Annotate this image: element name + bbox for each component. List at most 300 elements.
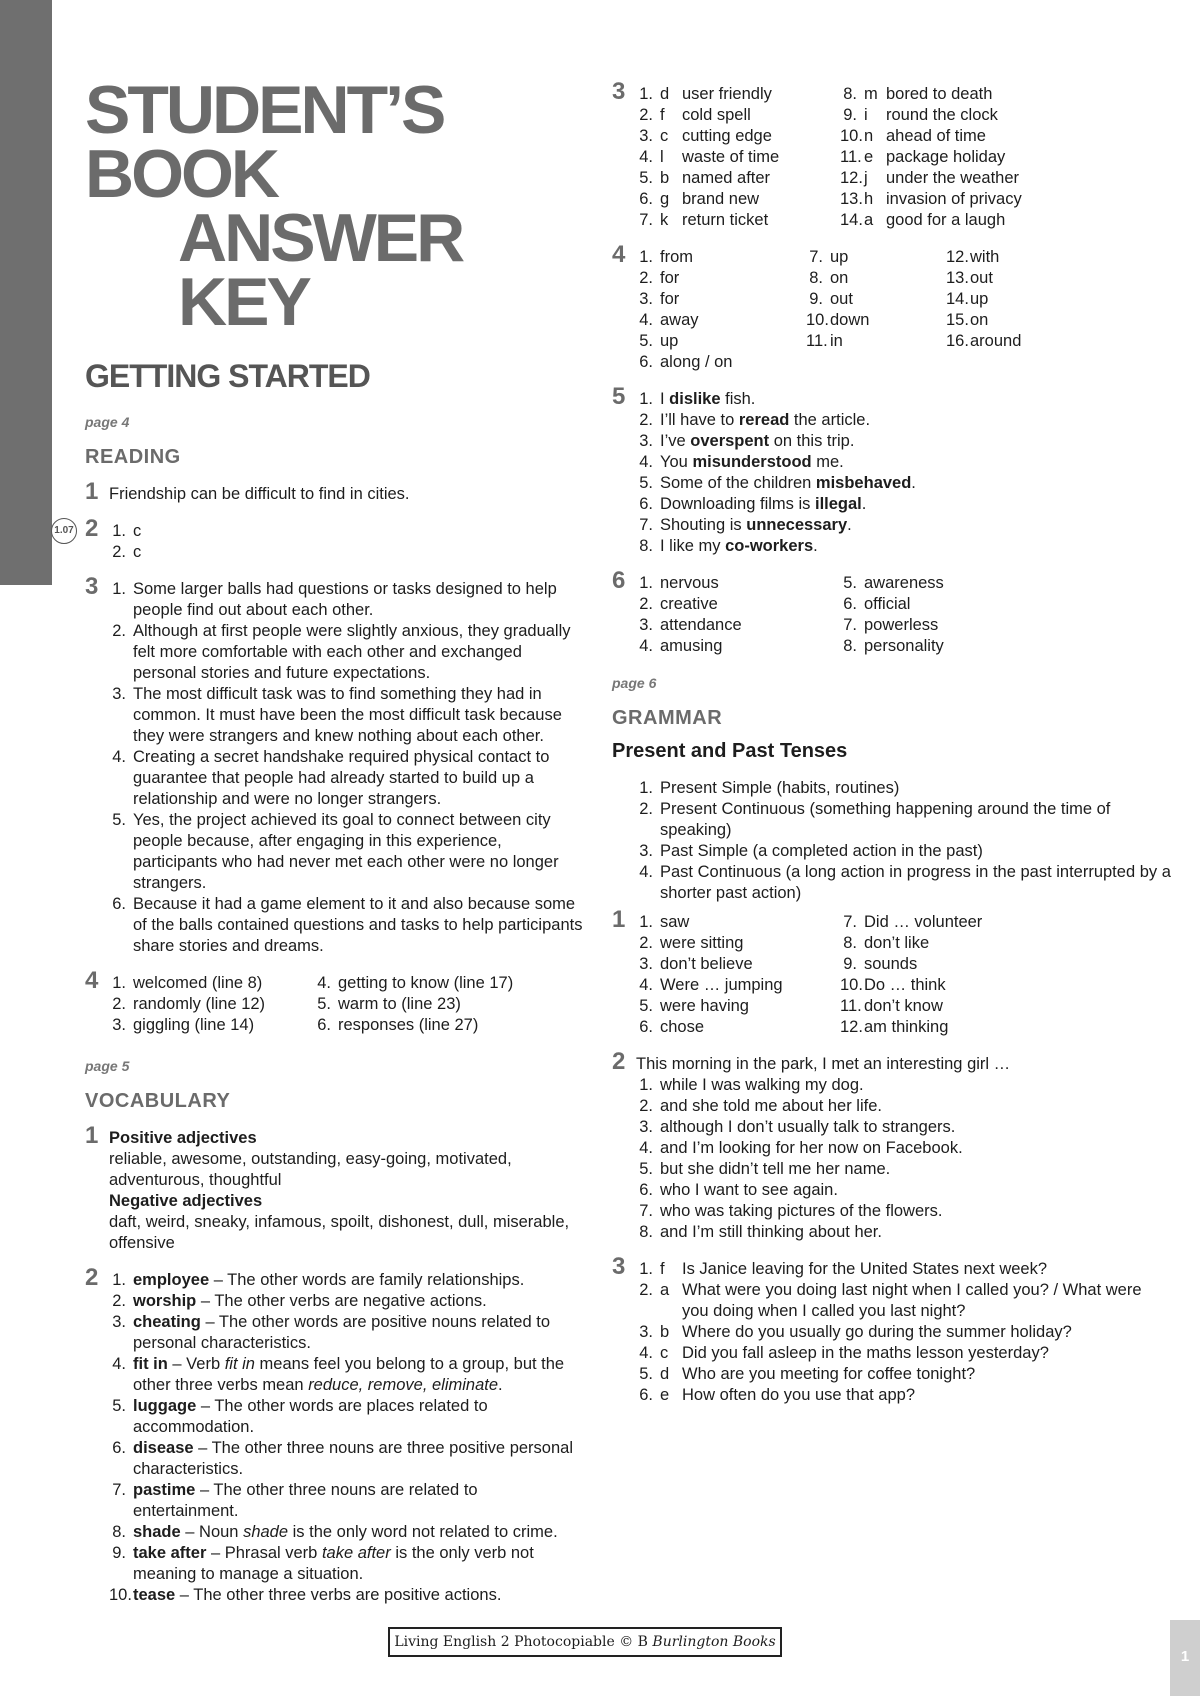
answer-row (109, 1291, 585, 1312)
item-text: Do … think (864, 976, 946, 994)
answer-row (636, 310, 806, 331)
page-ref-4: page 4 (85, 414, 130, 430)
item-letter: m (864, 85, 878, 103)
item-number: 2. (112, 543, 126, 561)
item-number: 1. (639, 1260, 653, 1278)
item-number: 4. (639, 976, 653, 994)
answer-row (840, 147, 1172, 168)
answer-list (109, 1270, 585, 1606)
explanation: – The other three verbs are positive actions. (175, 1586, 502, 1604)
answer-list (109, 579, 585, 957)
item-number: 4. (639, 863, 653, 881)
page-ref-5: page 5 (85, 1058, 130, 1074)
answer-row (636, 210, 840, 231)
item-number: 11. (806, 332, 828, 350)
exercise-number: 5 (612, 383, 626, 410)
item-text (133, 1396, 585, 1438)
item-text: don’t believe (660, 955, 753, 973)
sentence-end: fish. (720, 390, 756, 408)
grammar-intro (612, 778, 1172, 904)
vocab-ex5 (612, 383, 1172, 557)
item-letter: f (660, 1260, 665, 1278)
item-text: although I don’t usually talk to strangers. (660, 1118, 956, 1136)
item-text (660, 410, 1172, 431)
sentence-start: I’ll have to (660, 411, 739, 429)
item-number: 8. (639, 1223, 653, 1241)
book-title (85, 72, 585, 340)
item-text: were sitting (660, 934, 744, 952)
item-text: welcomed (line 8) (133, 974, 263, 992)
answer-row (636, 933, 840, 954)
item-number: 4. (639, 311, 653, 329)
explanation: – The other words are positive nouns related to personal characteristics. (133, 1313, 555, 1352)
answer-row (636, 1201, 1172, 1222)
answer-word: reread (738, 411, 790, 429)
grammar-ex1 (612, 906, 1172, 1038)
item-number: 9. (112, 1544, 126, 1562)
answer-row (636, 778, 1172, 799)
answer-row (636, 1117, 1172, 1138)
item-text: getting to know (line 17) (338, 974, 514, 992)
answer-row (636, 494, 1172, 515)
answer-row (636, 1180, 1172, 1201)
item-number: 5. (639, 332, 653, 350)
section-vocabulary: VOCABULARY (85, 1090, 231, 1112)
item-number: 6. (112, 1439, 126, 1457)
item-number: 2. (112, 995, 126, 1013)
answer-row (636, 147, 840, 168)
item-text: around (970, 332, 1022, 350)
answer-row (636, 799, 1172, 841)
item-number: 8. (809, 269, 823, 287)
answer-row (109, 542, 585, 563)
item-number: 5. (639, 474, 653, 492)
item-number: 6. (843, 595, 857, 613)
answer-row (109, 621, 585, 684)
answer-row (109, 684, 585, 747)
positive-adjectives-heading: Positive adjectives (109, 1129, 257, 1147)
item-text: bored to death (886, 85, 993, 103)
item-number: 4. (639, 148, 653, 166)
item-text: How often do you use that app? (682, 1386, 915, 1404)
item-number: 4. (639, 1139, 653, 1157)
answer-row (109, 1015, 314, 1036)
positive-adjectives-list: reliable, awesome, outstanding, easy-going, motivated, adventurous, thoughtful (109, 1150, 512, 1189)
item-number: 5. (639, 997, 653, 1015)
answer-row (636, 841, 1172, 862)
answer-word: unnecessary (746, 516, 848, 534)
answer-row (636, 1017, 840, 1038)
item-number: 3. (639, 1118, 653, 1136)
exercise-number: 4 (612, 241, 626, 268)
left-column (54, 72, 585, 1606)
answer-grid (636, 84, 1172, 231)
answer-row (636, 594, 840, 615)
item-text: named after (682, 169, 771, 187)
sentence-start: I like my (660, 537, 726, 555)
answer-row (636, 636, 840, 657)
answer-word: fit in (133, 1355, 168, 1373)
answer-row (636, 1343, 1172, 1364)
item-number: 2. (639, 269, 653, 287)
explanation: – The other verbs are negative actions. (196, 1292, 487, 1310)
item-text (133, 1585, 585, 1606)
item-number: 6. (639, 1181, 653, 1199)
item-text: Although at first people were slightly anxious, they gradually felt more comfortable with each other and exchanged personal stories and future expectations. (133, 622, 571, 682)
item-number: 6. (639, 353, 653, 371)
vocab-ex6 (612, 567, 1172, 657)
item-text: c (133, 543, 142, 561)
item-text: from (660, 248, 693, 266)
item-number: 1. (112, 580, 126, 598)
explanation: is the only verb not meaning to manage a situation. (133, 1544, 539, 1583)
item-number: 2. (639, 934, 653, 952)
item-number: 3. (639, 955, 653, 973)
answer-row (840, 975, 1172, 996)
answer-word: take after (133, 1544, 207, 1562)
title-line-1: STUDENT’S BOOK (85, 72, 444, 212)
explanation: – Phrasal verb (206, 1544, 322, 1562)
italic-term: shade (243, 1523, 289, 1541)
sentence-end: . (861, 495, 867, 513)
item-text: cold spell (682, 106, 751, 124)
item-letter: n (864, 127, 874, 145)
item-number: 1. (112, 1271, 126, 1289)
item-text: amusing (660, 637, 723, 655)
item-text: creative (660, 595, 718, 613)
item-number: 3. (112, 1016, 126, 1034)
item-number: 1. (639, 574, 653, 592)
negative-adjectives-list: daft, weird, sneaky, infamous, spoilt, dishonest, dull, miserable, offensive (109, 1213, 570, 1252)
answer-text: Friendship can be difficult to find in cities. (109, 485, 410, 503)
item-number: 2. (639, 1097, 653, 1115)
item-text: on (970, 311, 989, 329)
answer-word: pastime (133, 1481, 196, 1499)
item-text (133, 1543, 585, 1585)
item-number: 2. (639, 106, 653, 124)
copyright-footer (388, 1627, 782, 1657)
item-number: 1. (112, 522, 126, 540)
item-text (660, 431, 1172, 452)
item-text: return ticket (682, 211, 769, 229)
item-text: Is Janice leaving for the United States next week? (682, 1260, 1048, 1278)
item-text: giggling (line 14) (133, 1016, 255, 1034)
item-text (660, 515, 1172, 536)
section-reading: READING (85, 446, 181, 468)
answer-list (636, 778, 1172, 904)
answer-row (840, 105, 1172, 126)
item-text: with (970, 248, 1000, 266)
item-number: 13. (840, 190, 863, 208)
answer-row (636, 1222, 1172, 1243)
answer-row (636, 1364, 1172, 1385)
answer-row (109, 1522, 585, 1543)
answer-row (109, 1480, 585, 1522)
answer-row (806, 247, 946, 268)
answer-row (109, 1396, 585, 1438)
item-text (133, 1354, 585, 1396)
item-number: 7. (639, 516, 653, 534)
item-letter: i (864, 106, 868, 124)
item-number: 5. (639, 169, 653, 187)
item-number: 2. (639, 411, 653, 429)
grammar-ex2 (612, 1048, 1172, 1243)
answer-row (109, 810, 585, 894)
unit-title: GETTING STARTED (85, 358, 370, 394)
item-number: 3. (639, 432, 653, 450)
answer-row (636, 615, 840, 636)
item-text: Past Simple (a completed action in the past) (660, 842, 983, 860)
item-text: warm to (line 23) (338, 995, 461, 1013)
answer-row (636, 862, 1172, 904)
item-text: Present Continuous (something happening around the time of speaking) (660, 800, 1111, 839)
answer-row (840, 954, 1172, 975)
item-letter: k (660, 211, 669, 229)
title-line-2: ANSWER KEY (178, 200, 463, 340)
item-letter: l (660, 148, 664, 166)
exercise-lead: This morning in the park, I met an interesting girl … (636, 1055, 1011, 1073)
answer-row (109, 1543, 585, 1585)
answer-row (109, 747, 585, 810)
sentence-start: Downloading films is (660, 495, 815, 513)
answer-row (636, 126, 840, 147)
item-number: 2. (112, 1292, 126, 1310)
answer-row (109, 894, 585, 957)
item-number: 6. (639, 495, 653, 513)
item-text (133, 1522, 585, 1543)
answer-row (636, 573, 840, 594)
item-letter: c (660, 127, 669, 145)
item-number: 10. (840, 976, 863, 994)
item-text: along / on (660, 353, 733, 371)
item-text: nervous (660, 574, 719, 592)
item-number: 5. (112, 1397, 126, 1415)
item-letter: j (864, 169, 868, 187)
explanation: – The other three nouns are related to entertainment. (133, 1481, 483, 1520)
reading-ex2 (54, 515, 585, 563)
item-text: in (830, 332, 843, 350)
item-text: user friendly (682, 85, 772, 103)
item-number: 3. (112, 1313, 126, 1331)
answer-row (840, 84, 1172, 105)
item-letter: a (864, 211, 874, 229)
answer-row (636, 1259, 1172, 1280)
answer-row (636, 431, 1172, 452)
item-text: up (660, 332, 679, 350)
item-number: 4. (112, 748, 126, 766)
answer-grid (636, 247, 1172, 373)
item-text: powerless (864, 616, 939, 634)
answer-word: tease (133, 1586, 176, 1604)
item-number: 9. (843, 106, 857, 124)
reading-ex3 (85, 573, 585, 957)
answer-list (109, 521, 585, 563)
item-letter: h (864, 190, 874, 208)
item-letter: f (660, 106, 665, 124)
item-number: 15. (946, 311, 969, 329)
answer-list (636, 1075, 1172, 1243)
item-text: Creating a secret handshake required physical contact to guarantee that people had already started to build up a relationship and were no longer strangers. (133, 748, 550, 808)
item-number: 10. (840, 127, 863, 145)
item-text: The most difficult task was to find something they had in common. It must have been the most difficult task because they were strangers and knew nothing about each other. (133, 685, 562, 745)
answer-row (636, 954, 840, 975)
exercise-number: 2 (85, 515, 99, 542)
item-number: 11. (840, 997, 862, 1015)
item-text: official (864, 595, 911, 613)
answer-row (636, 247, 806, 268)
answer-row (109, 579, 585, 621)
item-text: responses (line 27) (338, 1016, 479, 1034)
sentence-end: . (813, 537, 818, 555)
item-number: 1. (112, 974, 126, 992)
answer-word: misbehaved (815, 474, 912, 492)
item-number: 1. (639, 779, 653, 797)
answer-row (109, 973, 314, 994)
negative-adjectives-heading: Negative adjectives (109, 1192, 263, 1210)
answer-row (636, 268, 806, 289)
answer-grid (109, 973, 585, 1036)
item-number: 9. (809, 290, 823, 308)
item-number: 10. (806, 311, 829, 329)
item-number: 9. (843, 955, 857, 973)
item-text: out (970, 269, 993, 287)
item-text: who was taking pictures of the flowers. (660, 1202, 943, 1220)
sentence-start: I’ve (660, 432, 691, 450)
answer-row (636, 536, 1172, 557)
item-letter: a (660, 1281, 670, 1299)
item-text: were having (660, 997, 749, 1015)
item-number: 13. (946, 269, 969, 287)
answer-row (109, 994, 314, 1015)
answer-grid (636, 912, 1172, 1038)
answer-row (314, 1015, 585, 1036)
answer-row (806, 268, 946, 289)
item-text: but she didn’t tell me her name. (660, 1160, 891, 1178)
italic-term: take after (321, 1544, 391, 1562)
item-letter: b (660, 1323, 670, 1341)
answer-row (840, 933, 1172, 954)
explanation: – Verb (167, 1355, 225, 1373)
explanation: . (498, 1376, 503, 1394)
explanation: – Noun (180, 1523, 244, 1541)
vocab-ex3 (612, 78, 1172, 231)
answer-row (840, 189, 1172, 210)
answer-row (636, 1138, 1172, 1159)
grammar-ex3 (612, 1253, 1172, 1406)
reading-ex1 (85, 478, 585, 505)
item-number: 12. (946, 248, 969, 266)
answer-row (109, 1585, 585, 1606)
item-number: 16. (946, 332, 969, 350)
answer-row (109, 1312, 585, 1354)
item-number: 7. (809, 248, 823, 266)
answer-row (840, 636, 1172, 657)
answer-row (946, 268, 1172, 289)
item-text (660, 536, 1172, 557)
item-number: 1. (639, 248, 653, 266)
answer-row (636, 473, 1172, 494)
item-text: who I want to see again. (660, 1181, 838, 1199)
answer-row (636, 410, 1172, 431)
item-text (660, 452, 1172, 473)
answer-row (840, 912, 1172, 933)
answer-word: dislike (669, 390, 721, 408)
item-text: Yes, the project achieved its goal to connect between city people because, after engaging in this experience, participants who had never met each other were no longer strangers. (133, 811, 559, 892)
answer-grid (636, 573, 1172, 657)
exercise-number: 3 (85, 573, 99, 600)
item-text: Some larger balls had questions or tasks designed to help people find out about each other. (133, 580, 557, 619)
item-text: brand new (682, 190, 760, 208)
item-text: and she told me about her life. (660, 1097, 882, 1115)
answer-word: overspent (690, 432, 770, 450)
item-number: 1. (639, 85, 653, 103)
answer-word: co-workers (725, 537, 814, 555)
item-text: Where do you usually go during the summer holiday? (682, 1323, 1072, 1341)
italic-term: fit in (224, 1355, 255, 1373)
item-text: Did you fall asleep in the maths lesson yesterday? (682, 1344, 1049, 1362)
item-number: 14. (946, 290, 969, 308)
item-text: Who are you meeting for coffee tonight? (682, 1365, 976, 1383)
answer-row (109, 521, 585, 542)
answer-row (806, 289, 946, 310)
item-text: Past Continuous (a long action in progress in the past interrupted by a shorter past action) (660, 863, 1171, 902)
answer-row (840, 1017, 1172, 1038)
item-text: out (830, 290, 853, 308)
answer-row (840, 573, 1172, 594)
item-number: 14. (840, 211, 863, 229)
answer-row (636, 389, 1172, 410)
item-number: 3. (112, 685, 126, 703)
page-ref-6: page 6 (612, 675, 657, 691)
item-text: on (830, 269, 849, 287)
item-text: c (133, 522, 142, 540)
exercise-number: 1 (85, 478, 99, 505)
exercise-number: 3 (612, 78, 626, 105)
item-text: Were … jumping (660, 976, 783, 994)
item-text: attendance (660, 616, 742, 634)
item-number: 3. (639, 127, 653, 145)
item-text: Because it had a game element to it and also because some of the balls contained questions and tasks to help participants share stories and dreams. (133, 895, 583, 955)
answer-row (636, 1280, 1172, 1322)
item-text: under the weather (886, 169, 1020, 187)
answer-word: luggage (133, 1397, 197, 1415)
item-number: 8. (843, 85, 857, 103)
item-number: 8. (112, 1523, 126, 1541)
item-text (133, 1291, 585, 1312)
item-number: 8. (639, 537, 653, 555)
item-number: 5. (112, 811, 126, 829)
exercise-number: 1 (612, 906, 626, 933)
explanation: means feel you belong to a group, but the other three verbs mean (133, 1355, 569, 1394)
item-number: 8. (843, 934, 857, 952)
answer-row (806, 331, 946, 352)
item-number: 8. (843, 637, 857, 655)
sentence-end: . (911, 474, 916, 492)
answer-row (946, 310, 1172, 331)
item-text: What were you doing last night when I called you? / What were you doing when I called you last night? (682, 1281, 1142, 1320)
answer-row (636, 1322, 1172, 1343)
item-number: 3. (639, 842, 653, 860)
answer-word: cheating (133, 1313, 201, 1331)
item-number: 7. (639, 211, 653, 229)
item-letter: d (660, 85, 670, 103)
item-number: 5. (639, 1365, 653, 1383)
footer-text: Living English 2 Photocopiable © B (394, 1634, 653, 1650)
answer-row (636, 289, 806, 310)
item-text: ahead of time (886, 127, 986, 145)
exercise-number: 6 (612, 567, 626, 594)
answer-row (109, 1354, 585, 1396)
